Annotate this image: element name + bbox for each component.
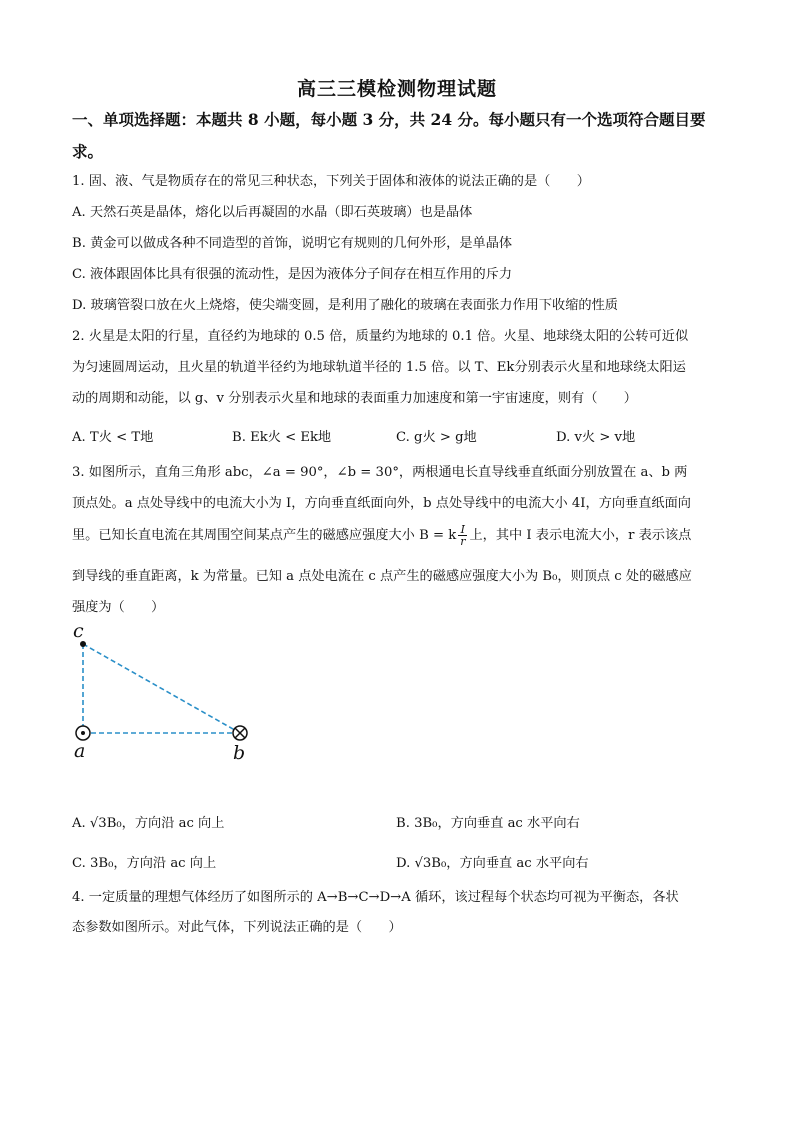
q3-option-d: D. √3B₀，方向垂直 ac 水平向右 (396, 856, 589, 871)
label-a: a (74, 740, 86, 762)
label-b: b (233, 742, 246, 764)
q3-stem-line3 (72, 524, 691, 547)
q3-option-c: C. 3B₀，方向沿 ac 向上 (72, 856, 217, 871)
q4-stem-line2: 态参数如图所示。对此气体，下列说法正确的是（ ） (72, 920, 402, 935)
q2-option-c: C. g火 > g地 (396, 430, 477, 445)
q1-option-d: D. 玻璃管裂口放在火上烧熔，使尖端变圆，是利用了融化的玻璃在表面张力作用下收缩的性质 (72, 298, 618, 313)
q3-stem-line3-part2: 上，其中 I 表示电流大小，r 表示该点 (469, 528, 692, 543)
q1-stem: 1. 固、液、气是物质存在的常见三种状态，下列关于固体和液体的说法正确的是（ ） (72, 174, 590, 189)
q2-stem-line3: 动的周期和动能，以 g、v 分别表示火星和地球的表面重力加速度和第一宇宙速度，则有（ ） (72, 391, 637, 406)
q4-stem-line1: 4. 一定质量的理想气体经历了如图所示的 A→B→C→D→A 循环，该过程每个状态均可视为平衡态，各状 (72, 890, 679, 905)
section-heading-line1: 一、单项选择题：本题共 8 小题，每小题 3 分，共 24 分。每小题只有一个选项符合题目要 (72, 110, 706, 129)
q2-stem-line1: 2. 火星是太阳的行星，直径约为地球的 0.5 倍，质量约为地球的 0.1 倍。火星、地球绕太阳的公转可近似 (72, 329, 689, 344)
q3-stem-line4: 到导线的垂直距离，k 为常量。已知 a 点处电流在 c 点产生的磁感应强度大小为 B₀，则顶点 c 处的磁感应 (72, 569, 692, 584)
q3-stem-line1: 3. 如图所示，直角三角形 abc，∠a = 90°，∠b = 30°，两根通电长直导线垂直纸面分别放置在 a、b 两 (72, 465, 688, 480)
formula-fraction (458, 524, 467, 547)
fraction-numerator: I (458, 524, 467, 536)
q1-option-a: A. 天然石英是晶体，熔化以后再凝固的水晶（即石英玻璃）也是晶体 (72, 205, 473, 220)
current-out-dot (81, 731, 85, 735)
q3-stem-line5: 强度为（ ） (72, 600, 165, 615)
q2-option-d: D. v火 > v地 (556, 430, 636, 445)
fraction-denominator: r (460, 535, 466, 548)
label-c: c (73, 620, 84, 642)
side-bc (83, 644, 240, 733)
q1-option-c: C. 液体跟固体比具有很强的流动性，是因为液体分子间存在相互作用的斥力 (72, 267, 513, 282)
q2-option-b: B. Ek火 < Ek地 (232, 430, 332, 445)
q1-option-b: B. 黄金可以做成各种不同造型的首饰，说明它有规则的几何外形，是单晶体 (72, 236, 513, 251)
q3-stem-line3-part1: 里。已知长直电流在其周围空间某点产生的磁感应强度大小 B = k (72, 528, 457, 543)
page-title: 高三三模检测物理试题 (296, 78, 497, 100)
q3-option-b: B. 3B₀，方向垂直 ac 水平向右 (396, 816, 580, 831)
q2-option-a: A. T火 < T地 (72, 430, 154, 445)
section-heading-line2: 求。 (72, 142, 104, 161)
q3-option-a: A. √3B₀，方向沿 ac 向上 (72, 816, 225, 831)
q3-stem-line2: 顶点处。a 点处导线中的电流大小为 I，方向垂直纸面向外，b 点处导线中的电流大小 4I，方向垂直纸面向 (72, 496, 691, 511)
q2-stem-line2: 为匀速圆周运动，且火星的轨道半径约为地球轨道半径的 1.5 倍。以 T、Ek分别表示火星和地球绕太阳运 (72, 360, 686, 375)
